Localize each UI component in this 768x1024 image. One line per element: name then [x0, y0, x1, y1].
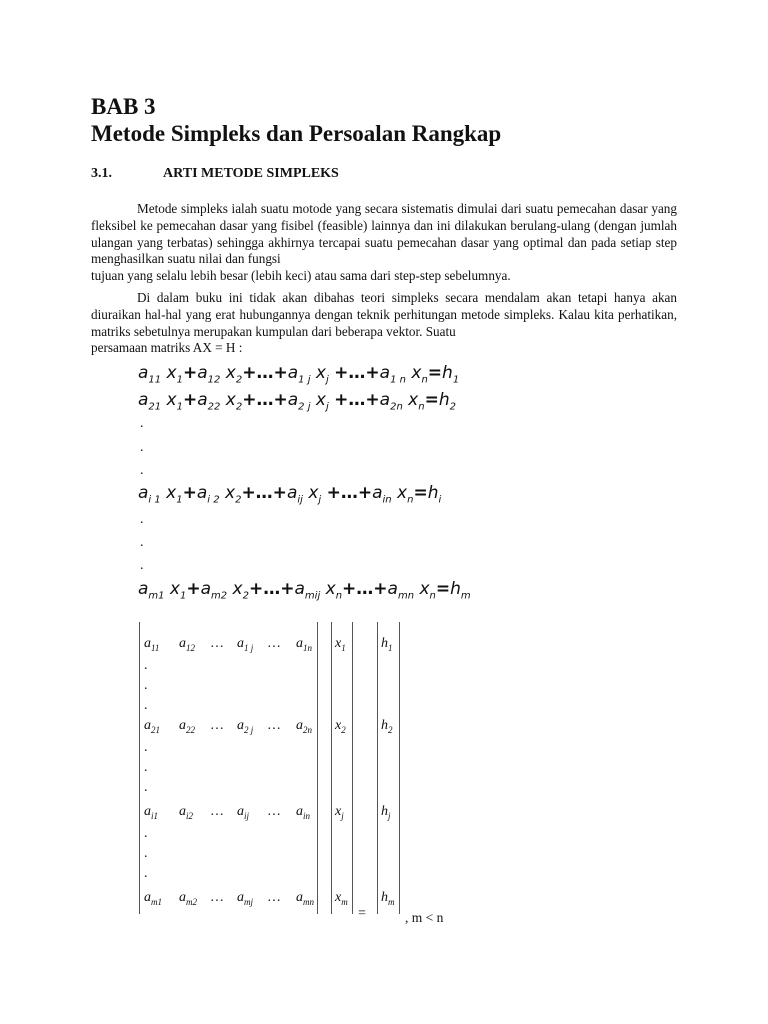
matrix-cell-ain: $a_{in}$	[296, 804, 311, 821]
paragraph-2	[91, 290, 677, 357]
vector-h-1: $h_1$	[381, 636, 393, 653]
equation-dot: .	[140, 440, 144, 455]
matrix-ellipsis: …	[268, 636, 281, 651]
matrix-dot: .	[144, 866, 148, 881]
matrix-dot: .	[144, 826, 148, 841]
vector-h-m: $h_m$	[381, 890, 395, 907]
vector-x-1: $x_1$	[335, 636, 346, 653]
vector-x-2: $x_2$	[335, 718, 346, 735]
equation-dot: .	[140, 463, 144, 478]
matrix-cell-aij: $a_{ij}$	[237, 804, 250, 821]
equation-row-i: $a_{i 1}$ $x_1+a_{i 2}$ $x_2+\dots+a_{ij}$ $x_j$ $+\dots+a_{in}$ $x_n=h_i$	[138, 483, 442, 506]
matrix-equals-sign: =	[358, 906, 366, 921]
matrix-cell-a2n: $a_{2n}$	[296, 718, 312, 735]
paragraph-2-body: Di dalam buku ini tidak akan dibahas teori simpleks secara mendalam akan tetapi hanya akan diuraikan hal-hal yang erat hubungannya dengan teknik perhitungan metode simpleks. Kalau kita perhatikan, matriks sebetulnya merupakan kumpulan dari beberapa vektor. Suatu	[91, 290, 677, 339]
matrix-ellipsis: …	[211, 890, 224, 905]
vector-x-m: $x_m$	[335, 890, 348, 907]
paragraph-2-last-line: persamaan matriks AX = H :	[91, 340, 243, 356]
matrix-cell-a12: $a_{12}$	[179, 636, 195, 653]
equation-row-m: $a_{m1}$ $x_1+a_{m2}$ $x_2+\dots+a_{mij}$ $x_n+\dots+a_{mn}$ $x_n=h_m$	[138, 579, 471, 602]
equation-dot: .	[140, 558, 144, 573]
matrix-cell-a21: $a_{21}$	[144, 718, 160, 735]
vector-h-right-bracket	[399, 622, 400, 914]
matrix-cell-a2j: $a_{2 j}$	[237, 718, 254, 735]
matrix-cell-amj: $a_{mj}$	[237, 890, 253, 907]
matrix-ellipsis: …	[268, 890, 281, 905]
equation-dot: .	[140, 512, 144, 527]
vector-x-j: $x_j$	[335, 804, 344, 821]
equation-row-2: $a_{21}$ $x_1+a_{22}$ $x_2+\dots+a_{2 j}$ $x_j$ $+\dots+a_{2n}$ $x_n=h_2$	[138, 390, 456, 413]
matrix-ellipsis: …	[211, 636, 224, 651]
matrix-cell-a1j: $a_{1 j}$	[237, 636, 254, 653]
matrix-ellipsis: …	[268, 804, 281, 819]
vector-x-left-bracket	[331, 622, 332, 914]
matrix-dot: .	[144, 698, 148, 713]
chapter-title: Metode Simpleks dan Persoalan Rangkap	[91, 121, 502, 146]
matrix-ellipsis: …	[211, 804, 224, 819]
matrix-cell-amn: $a_{mn}$	[296, 890, 314, 907]
matrix-cell-a1n: $a_{1n}$	[296, 636, 312, 653]
equation-dot: .	[140, 416, 144, 431]
matrix-ellipsis: …	[268, 718, 281, 733]
paragraph-1-body: Metode simpleks ialah suatu motode yang secara sistematis dimulai dari suatu pemecahan dasar yang fleksibel ke pemecahan dasar yang fisibel (feasible) lainnya dan ini dilakukan berulang-ulang (dengan jumlah ulangan yang terbatas) sehingga akhirnya tercapai suatu pemecahan dasar yang optimal dan pada setiap step menghasilkan suatu nilai dan fungsi	[91, 201, 677, 267]
vector-h-left-bracket	[377, 622, 378, 914]
matrix-cell-ai2: $a_{i2}$	[179, 804, 194, 821]
matrix-dot: .	[144, 658, 148, 673]
matrix-a-right-bracket	[317, 622, 318, 914]
section-title: ARTI METODE SIMPLEKS	[163, 166, 339, 181]
vector-h-2: $h_2$	[381, 718, 393, 735]
matrix-a-left-bracket	[139, 622, 140, 914]
matrix-cell-a22: $a_{22}$	[179, 718, 195, 735]
matrix-dot: .	[144, 760, 148, 775]
matrix-dot: .	[144, 740, 148, 755]
matrix-cell-a11: $a_{11}$	[144, 636, 160, 653]
matrix-dot: .	[144, 780, 148, 795]
equation-dot: .	[140, 535, 144, 550]
section-number: 3.1.	[91, 166, 112, 181]
equation-row-1: $a_{11}$ $x_1+a_{12}$ $x_2+\dots+a_{1 j}$ $x_j$ $+\dots+a_{1 n}$ $x_n=h_1$	[138, 363, 460, 386]
matrix-cell-am1: $a_{m1}$	[144, 890, 162, 907]
matrix-dot: .	[144, 678, 148, 693]
chapter-label: BAB 3	[91, 94, 156, 119]
matrix-condition-note: , m < n	[405, 910, 444, 925]
vector-h-j: $h_j$	[381, 804, 391, 821]
paragraph-1	[91, 201, 677, 285]
matrix-dot: .	[144, 846, 148, 861]
matrix-cell-am2: $a_{m2}$	[179, 890, 197, 907]
vector-x-right-bracket	[352, 622, 353, 914]
paragraph-1-last-line: tujuan yang selalu lebih besar (lebih keci) atau sama dari step-step sebelumnya.	[91, 268, 511, 284]
matrix-cell-ai1: $a_{i1}$	[144, 804, 159, 821]
matrix-ellipsis: …	[211, 718, 224, 733]
